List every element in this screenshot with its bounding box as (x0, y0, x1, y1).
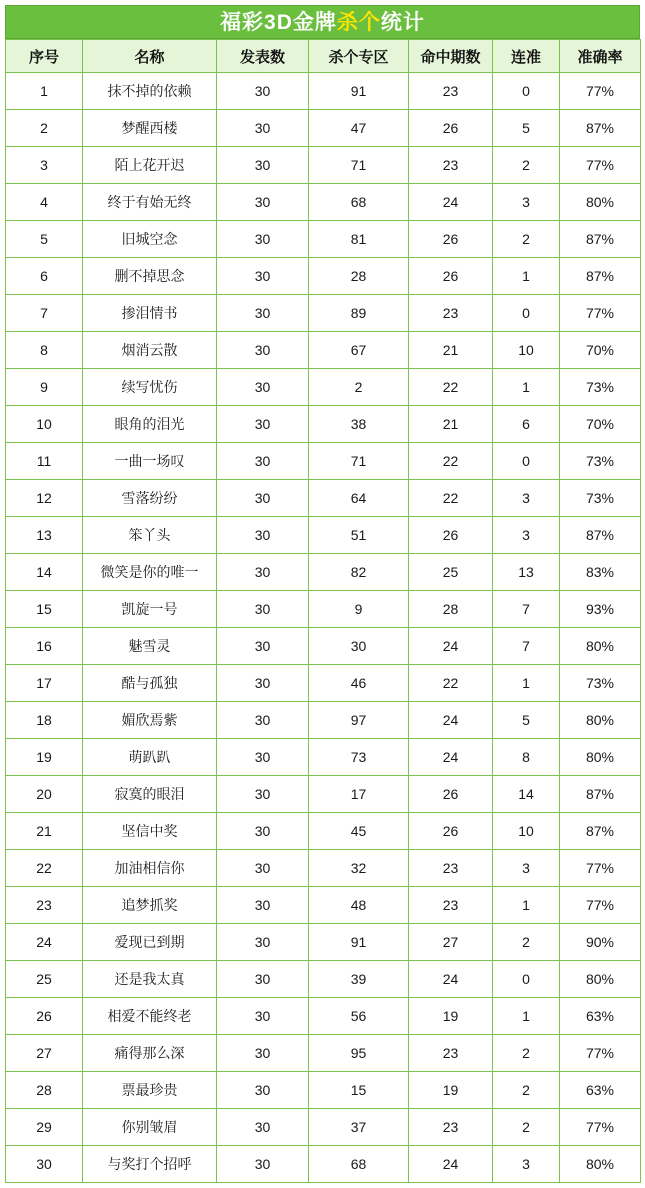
cell-zone: 28 (309, 258, 409, 295)
cell-index: 5 (6, 221, 83, 258)
table-body (6, 73, 641, 1183)
cell-index: 3 (6, 147, 83, 184)
cell-index: 29 (6, 1109, 83, 1146)
cell-index: 15 (6, 591, 83, 628)
cell-zone: 17 (309, 776, 409, 813)
cell-post-count: 30 (217, 554, 309, 591)
cell-index: 12 (6, 480, 83, 517)
cell-index: 30 (6, 1146, 83, 1183)
cell-hit-periods: 26 (409, 776, 493, 813)
table-row (6, 628, 641, 665)
column-header-accuracy: 准确率 (560, 40, 641, 73)
cell-zone: 39 (309, 961, 409, 998)
cell-name: 雪落纷纷 (83, 480, 217, 517)
cell-post-count: 30 (217, 1109, 309, 1146)
cell-name: 爱现已到期 (83, 924, 217, 961)
cell-streak: 1 (493, 998, 560, 1035)
cell-streak: 5 (493, 702, 560, 739)
cell-hit-periods: 23 (409, 73, 493, 110)
cell-name: 票最珍贵 (83, 1072, 217, 1109)
cell-post-count: 30 (217, 591, 309, 628)
cell-post-count: 30 (217, 702, 309, 739)
cell-post-count: 30 (217, 332, 309, 369)
table-row (6, 739, 641, 776)
cell-post-count: 30 (217, 887, 309, 924)
cell-post-count: 30 (217, 665, 309, 702)
column-header-name: 名称 (83, 40, 217, 73)
cell-zone: 38 (309, 406, 409, 443)
cell-zone: 95 (309, 1035, 409, 1072)
table-row (6, 258, 641, 295)
table-row (6, 961, 641, 998)
cell-streak: 1 (493, 369, 560, 406)
table-row (6, 591, 641, 628)
table-row (6, 998, 641, 1035)
cell-name: 魅雪灵 (83, 628, 217, 665)
cell-hit-periods: 24 (409, 184, 493, 221)
cell-zone: 56 (309, 998, 409, 1035)
cell-accuracy: 80% (560, 184, 641, 221)
cell-streak: 2 (493, 147, 560, 184)
column-header-hit-periods: 命中期数 (409, 40, 493, 73)
cell-streak: 7 (493, 591, 560, 628)
table-row (6, 1072, 641, 1109)
cell-hit-periods: 21 (409, 332, 493, 369)
cell-zone: 48 (309, 887, 409, 924)
cell-index: 25 (6, 961, 83, 998)
cell-post-count: 30 (217, 1072, 309, 1109)
cell-accuracy: 80% (560, 702, 641, 739)
cell-post-count: 30 (217, 739, 309, 776)
cell-accuracy: 70% (560, 406, 641, 443)
cell-index: 2 (6, 110, 83, 147)
cell-hit-periods: 24 (409, 1146, 493, 1183)
cell-accuracy: 83% (560, 554, 641, 591)
cell-zone: 15 (309, 1072, 409, 1109)
cell-post-count: 30 (217, 813, 309, 850)
cell-post-count: 30 (217, 1146, 309, 1183)
cell-accuracy: 87% (560, 517, 641, 554)
cell-index: 19 (6, 739, 83, 776)
cell-streak: 6 (493, 406, 560, 443)
cell-name: 旧城空念 (83, 221, 217, 258)
cell-index: 4 (6, 184, 83, 221)
cell-zone: 91 (309, 73, 409, 110)
table-row (6, 554, 641, 591)
column-header-streak: 连准 (493, 40, 560, 73)
cell-index: 14 (6, 554, 83, 591)
cell-name: 眼角的泪光 (83, 406, 217, 443)
cell-index: 22 (6, 850, 83, 887)
cell-streak: 3 (493, 480, 560, 517)
cell-accuracy: 63% (560, 1072, 641, 1109)
table-row (6, 369, 641, 406)
cell-post-count: 30 (217, 1035, 309, 1072)
cell-hit-periods: 24 (409, 628, 493, 665)
cell-hit-periods: 26 (409, 258, 493, 295)
cell-name: 删不掉思念 (83, 258, 217, 295)
cell-accuracy: 90% (560, 924, 641, 961)
cell-hit-periods: 28 (409, 591, 493, 628)
cell-streak: 1 (493, 887, 560, 924)
cell-index: 10 (6, 406, 83, 443)
cell-accuracy: 73% (560, 369, 641, 406)
cell-hit-periods: 22 (409, 665, 493, 702)
cell-index: 13 (6, 517, 83, 554)
cell-hit-periods: 23 (409, 147, 493, 184)
cell-hit-periods: 23 (409, 850, 493, 887)
table-row (6, 665, 641, 702)
table-row (6, 702, 641, 739)
cell-accuracy: 77% (560, 850, 641, 887)
cell-zone: 32 (309, 850, 409, 887)
cell-zone: 2 (309, 369, 409, 406)
cell-name: 微笑是你的唯一 (83, 554, 217, 591)
cell-accuracy: 73% (560, 443, 641, 480)
cell-name: 加油相信你 (83, 850, 217, 887)
cell-accuracy: 93% (560, 591, 641, 628)
cell-hit-periods: 22 (409, 369, 493, 406)
cell-name: 痛得那么深 (83, 1035, 217, 1072)
cell-streak: 5 (493, 110, 560, 147)
cell-accuracy: 80% (560, 628, 641, 665)
title-suffix: 统计 (380, 10, 425, 34)
table-row (6, 295, 641, 332)
table-row (6, 776, 641, 813)
table-row (6, 1146, 641, 1183)
cell-post-count: 30 (217, 110, 309, 147)
cell-post-count: 30 (217, 924, 309, 961)
cell-index: 20 (6, 776, 83, 813)
table-row (6, 147, 641, 184)
cell-zone: 89 (309, 295, 409, 332)
cell-streak: 1 (493, 258, 560, 295)
cell-streak: 3 (493, 850, 560, 887)
cell-streak: 2 (493, 221, 560, 258)
cell-streak: 3 (493, 517, 560, 554)
cell-zone: 73 (309, 739, 409, 776)
cell-post-count: 30 (217, 369, 309, 406)
cell-post-count: 30 (217, 295, 309, 332)
cell-hit-periods: 26 (409, 221, 493, 258)
cell-accuracy: 77% (560, 1109, 641, 1146)
cell-post-count: 30 (217, 73, 309, 110)
page-title (220, 12, 425, 33)
cell-index: 17 (6, 665, 83, 702)
cell-accuracy: 87% (560, 258, 641, 295)
cell-hit-periods: 19 (409, 998, 493, 1035)
cell-hit-periods: 22 (409, 443, 493, 480)
table-row (6, 406, 641, 443)
column-header-post-count: 发表数 (217, 40, 309, 73)
cell-index: 21 (6, 813, 83, 850)
table-row (6, 517, 641, 554)
cell-name: 笨丫头 (83, 517, 217, 554)
cell-index: 7 (6, 295, 83, 332)
cell-zone: 71 (309, 147, 409, 184)
cell-post-count: 30 (217, 258, 309, 295)
cell-zone: 37 (309, 1109, 409, 1146)
cell-name: 与奖打个招呼 (83, 1146, 217, 1183)
cell-zone: 46 (309, 665, 409, 702)
cell-hit-periods: 23 (409, 1109, 493, 1146)
cell-name: 抹不掉的依赖 (83, 73, 217, 110)
cell-accuracy: 80% (560, 961, 641, 998)
cell-post-count: 30 (217, 776, 309, 813)
table-row (6, 887, 641, 924)
cell-streak: 10 (493, 813, 560, 850)
cell-streak: 14 (493, 776, 560, 813)
table-row (6, 443, 641, 480)
cell-accuracy: 80% (560, 1146, 641, 1183)
cell-zone: 67 (309, 332, 409, 369)
cell-index: 1 (6, 73, 83, 110)
cell-streak: 2 (493, 924, 560, 961)
cell-index: 24 (6, 924, 83, 961)
cell-post-count: 30 (217, 628, 309, 665)
cell-post-count: 30 (217, 517, 309, 554)
cell-index: 18 (6, 702, 83, 739)
cell-post-count: 30 (217, 221, 309, 258)
cell-accuracy: 63% (560, 998, 641, 1035)
cell-accuracy: 77% (560, 887, 641, 924)
column-header-zone: 杀个专区 (309, 40, 409, 73)
cell-zone: 45 (309, 813, 409, 850)
table-header-row (6, 40, 641, 73)
cell-index: 11 (6, 443, 83, 480)
cell-zone: 30 (309, 628, 409, 665)
cell-streak: 0 (493, 295, 560, 332)
cell-streak: 8 (493, 739, 560, 776)
table-row (6, 332, 641, 369)
cell-zone: 47 (309, 110, 409, 147)
cell-hit-periods: 23 (409, 1035, 493, 1072)
cell-streak: 2 (493, 1072, 560, 1109)
cell-streak: 7 (493, 628, 560, 665)
cell-accuracy: 87% (560, 776, 641, 813)
cell-name: 你别皱眉 (83, 1109, 217, 1146)
cell-accuracy: 77% (560, 1035, 641, 1072)
cell-streak: 2 (493, 1109, 560, 1146)
cell-streak: 0 (493, 73, 560, 110)
cell-accuracy: 77% (560, 295, 641, 332)
cell-hit-periods: 26 (409, 110, 493, 147)
cell-index: 28 (6, 1072, 83, 1109)
cell-accuracy: 87% (560, 221, 641, 258)
cell-index: 26 (6, 998, 83, 1035)
cell-zone: 68 (309, 184, 409, 221)
cell-hit-periods: 26 (409, 813, 493, 850)
cell-hit-periods: 25 (409, 554, 493, 591)
cell-streak: 3 (493, 184, 560, 221)
statistics-table (5, 39, 641, 1183)
cell-zone: 82 (309, 554, 409, 591)
cell-streak: 1 (493, 665, 560, 702)
cell-streak: 2 (493, 1035, 560, 1072)
cell-index: 8 (6, 332, 83, 369)
cell-hit-periods: 23 (409, 295, 493, 332)
page-title-bar (5, 5, 640, 39)
cell-hit-periods: 19 (409, 1072, 493, 1109)
table-header (6, 40, 641, 73)
cell-name: 陌上花开迟 (83, 147, 217, 184)
cell-post-count: 30 (217, 961, 309, 998)
cell-zone: 64 (309, 480, 409, 517)
cell-streak: 0 (493, 961, 560, 998)
cell-hit-periods: 27 (409, 924, 493, 961)
cell-index: 23 (6, 887, 83, 924)
cell-name: 烟消云散 (83, 332, 217, 369)
cell-post-count: 30 (217, 184, 309, 221)
cell-index: 6 (6, 258, 83, 295)
cell-name: 寂寞的眼泪 (83, 776, 217, 813)
cell-name: 终于有始无终 (83, 184, 217, 221)
cell-name: 梦醒西楼 (83, 110, 217, 147)
cell-zone: 91 (309, 924, 409, 961)
table-row (6, 924, 641, 961)
table-row (6, 184, 641, 221)
table-row (6, 1109, 641, 1146)
cell-streak: 3 (493, 1146, 560, 1183)
cell-zone: 81 (309, 221, 409, 258)
cell-name: 追梦抓奖 (83, 887, 217, 924)
cell-zone: 71 (309, 443, 409, 480)
cell-accuracy: 73% (560, 665, 641, 702)
table-row (6, 850, 641, 887)
cell-zone: 51 (309, 517, 409, 554)
cell-name: 续写忧伤 (83, 369, 217, 406)
cell-index: 9 (6, 369, 83, 406)
table-row (6, 221, 641, 258)
cell-post-count: 30 (217, 443, 309, 480)
cell-accuracy: 87% (560, 813, 641, 850)
cell-zone: 97 (309, 702, 409, 739)
table-row (6, 1035, 641, 1072)
cell-name: 掺泪情书 (83, 295, 217, 332)
cell-streak: 13 (493, 554, 560, 591)
cell-zone: 68 (309, 1146, 409, 1183)
cell-name: 凯旋一号 (83, 591, 217, 628)
cell-post-count: 30 (217, 998, 309, 1035)
title-highlight: 杀个 (336, 10, 381, 34)
cell-streak: 10 (493, 332, 560, 369)
cell-post-count: 30 (217, 850, 309, 887)
cell-accuracy: 77% (560, 147, 641, 184)
cell-index: 16 (6, 628, 83, 665)
cell-hit-periods: 24 (409, 961, 493, 998)
cell-hit-periods: 21 (409, 406, 493, 443)
column-header-index: 序号 (6, 40, 83, 73)
cell-accuracy: 73% (560, 480, 641, 517)
cell-name: 坚信中奖 (83, 813, 217, 850)
cell-accuracy: 77% (560, 73, 641, 110)
cell-post-count: 30 (217, 480, 309, 517)
cell-name: 相爱不能终老 (83, 998, 217, 1035)
cell-accuracy: 80% (560, 739, 641, 776)
title-prefix: 福彩3D金牌 (220, 10, 337, 34)
table-row (6, 73, 641, 110)
cell-hit-periods: 23 (409, 887, 493, 924)
cell-name: 一曲一场叹 (83, 443, 217, 480)
table-row (6, 480, 641, 517)
cell-name: 媚欣焉紫 (83, 702, 217, 739)
cell-accuracy: 70% (560, 332, 641, 369)
table-row (6, 110, 641, 147)
cell-post-count: 30 (217, 147, 309, 184)
cell-name: 萌趴趴 (83, 739, 217, 776)
cell-index: 27 (6, 1035, 83, 1072)
cell-accuracy: 87% (560, 110, 641, 147)
table-row (6, 813, 641, 850)
cell-zone: 9 (309, 591, 409, 628)
cell-name: 还是我太真 (83, 961, 217, 998)
cell-post-count: 30 (217, 406, 309, 443)
cell-hit-periods: 26 (409, 517, 493, 554)
cell-name: 酷与孤独 (83, 665, 217, 702)
cell-hit-periods: 24 (409, 702, 493, 739)
cell-streak: 0 (493, 443, 560, 480)
cell-hit-periods: 22 (409, 480, 493, 517)
cell-hit-periods: 24 (409, 739, 493, 776)
